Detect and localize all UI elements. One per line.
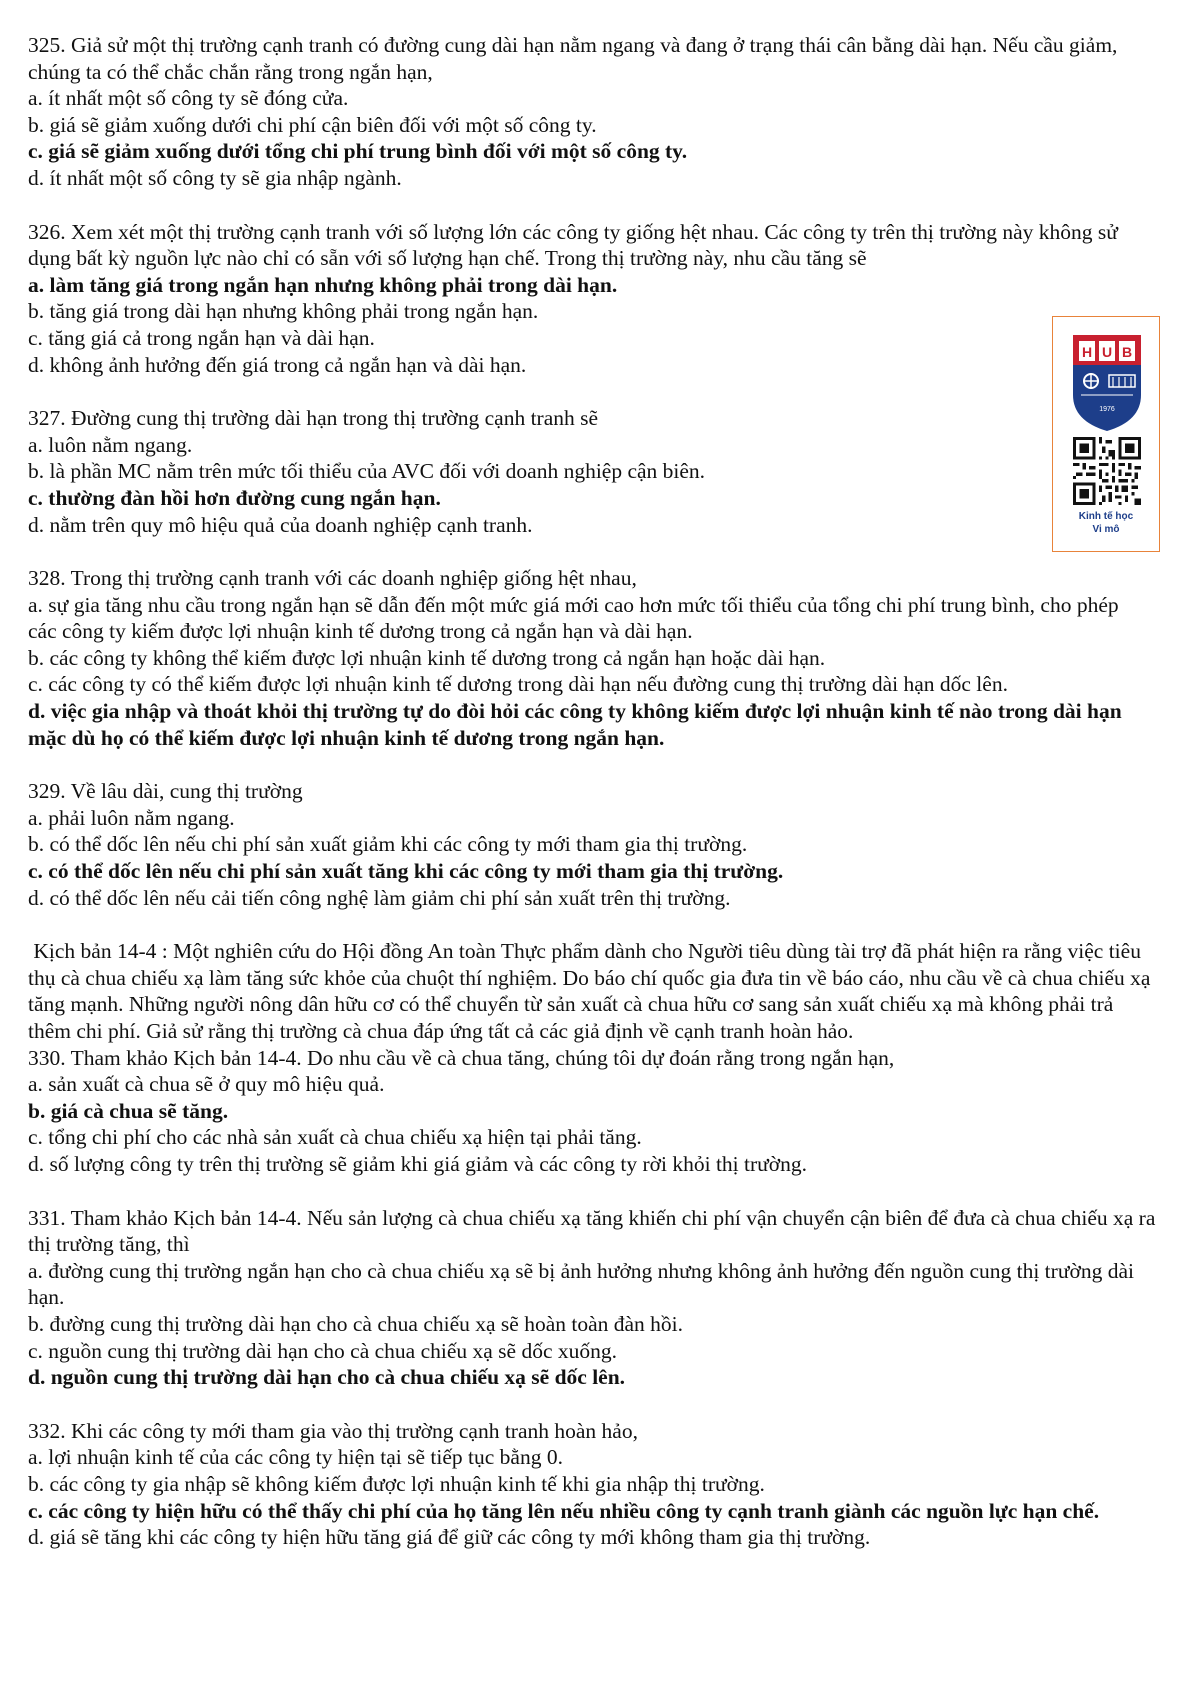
question-328-option-a: a. sự gia tăng nhu cầu trong ngắn hạn sẽ dẫn đến một mức giá mới cao hơn mức tối thiểu của tổng chi phí trung bình, cho phép các công ty kiếm được lợi nhuận kinh tế dương trong cả ngắn hạn và dài hạn. <box>28 592 1119 644</box>
question-328-stem: 328. Trong thị trường cạnh tranh với các doanh nghiệp giống hệt nhau, <box>28 566 637 591</box>
question-332-option-c-answer: c. các công ty hiện hữu có thể thấy chi phí của họ tăng lên nếu nhiều công ty cạnh tranh giành các nguồn lực hạn chế. <box>28 1498 1100 1523</box>
question-329-option-d: d. có thể dốc lên nếu cải tiến công nghệ làm giảm chi phí sản xuất trên thị trường. <box>28 885 731 910</box>
question-331-option-a: a. đường cung thị trường ngắn hạn cho cà chua chiếu xạ sẽ bị ảnh hưởng nhưng không ảnh hưởng đến nguồn cung thị trường dài hạn. <box>28 1258 1134 1310</box>
question-326-option-a-answer: a. làm tăng giá trong ngắn hạn nhưng không phải trong dài hạn. <box>28 272 618 297</box>
logo-letter-h: H <box>1081 344 1093 360</box>
question-329 <box>28 778 1178 911</box>
question-327-stem: 327. Đường cung thị trường dài hạn trong thị trường cạnh tranh sẽ <box>28 406 599 431</box>
question-325-option-c-answer: c. giá sẽ giảm xuống dưới tổng chi phí trung bình đối với một số công ty. <box>28 139 688 164</box>
question-331-stem: 331. Tham khảo Kịch bản 14-4. Nếu sản lượng cà chua chiếu xạ tăng khiến chi phí vận chuyển cận biên để đưa cà chua chiếu xạ ra thị trường tăng, thì <box>28 1205 1156 1257</box>
logo-letter-u: U <box>1101 344 1113 360</box>
question-330-option-c: c. tổng chi phí cho các nhà sản xuất cà chua chiếu xạ hiện tại phải tăng. <box>28 1125 642 1150</box>
question-327-option-c-answer: c. thường đàn hồi hơn đường cung ngắn hạn. <box>28 485 441 510</box>
question-330-option-d: d. số lượng công ty trên thị trường sẽ giảm khi giá giảm và các công ty rời khỏi thị trường. <box>28 1151 808 1176</box>
question-328-option-b: b. các công ty không thể kiếm được lợi nhuận kinh tế dương trong cả ngắn hạn hoặc dài hạn. <box>28 645 826 670</box>
question-326-option-c: c. tăng giá cả trong ngắn hạn và dài hạn. <box>28 325 375 350</box>
question-328 <box>28 565 1178 751</box>
qr-code-icon <box>1073 437 1141 505</box>
question-329-option-c-answer: c. có thể dốc lên nếu chi phí sản xuất tăng khi các công ty mới tham gia thị trường. <box>28 859 784 884</box>
question-328-option-d-answer: d. việc gia nhập và thoát khỏi thị trường tự do đòi hỏi các công ty không kiếm được lợi nhuận kinh tế nào trong dài hạn mặc dù họ có thể kiếm được lợi nhuận kinh tế dương trong ngắn hạn. <box>28 699 1122 750</box>
badge-caption-line2: Vi mô <box>1092 524 1120 535</box>
hub-badge <box>1052 316 1160 552</box>
question-330-option-b-answer: b. giá cà chua sẽ tăng. <box>28 1098 229 1123</box>
question-326-option-d: d. không ảnh hưởng đến giá trong cả ngắn hạn và dài hạn. <box>28 352 527 377</box>
question-331-option-d-answer: d. nguồn cung thị trường dài hạn cho cà chua chiếu xạ sẽ dốc lên. <box>28 1365 626 1390</box>
question-325-option-a: a. ít nhất một số công ty sẽ đóng cửa. <box>28 86 349 111</box>
question-325 <box>28 32 1178 192</box>
question-331-option-b: b. đường cung thị trường dài hạn cho cà chua chiếu xạ sẽ hoàn toàn đàn hồi. <box>28 1311 684 1336</box>
badge-caption-line1: Kinh tế học <box>1078 511 1134 522</box>
question-328-option-c: c. các công ty có thể kiếm được lợi nhuận kinh tế dương trong dài hạn nếu đường cung thị trường dài hạn dốc lên. <box>28 672 1008 697</box>
question-327 <box>28 405 1178 538</box>
question-329-stem: 329. Về lâu dài, cung thị trường <box>28 779 303 804</box>
question-326 <box>28 219 1178 379</box>
question-327-option-b: b. là phần MC nằm trên mức tối thiểu của AVC đối với doanh nghiệp cận biên. <box>28 459 706 484</box>
question-325-stem: 325. Giả sử một thị trường cạnh tranh có đường cung dài hạn nằm ngang và đang ở trạng thái cân bằng dài hạn. Nếu cầu giảm, chúng ta có thể chắc chắn rằng trong ngắn hạn, <box>28 33 1118 84</box>
question-332-stem: 332. Khi các công ty mới tham gia vào thị trường cạnh tranh hoàn hảo, <box>28 1418 638 1443</box>
question-327-option-a: a. luôn nằm ngang. <box>28 432 193 457</box>
scenario-14-4-text: Kịch bản 14-4 : Một nghiên cứu do Hội đồng An toàn Thực phẩm dành cho Người tiêu dùng tài trợ đã phát hiện ra rằng việc tiêu thụ cà chua chiếu xạ làm tăng sức khỏe của chuột thí nghiệm. Do báo chí quốc gia đưa tin về báo cáo, nhu cầu về cà chua chiếu xạ tăng mạnh. Những người nông dân hữu cơ có thể chuyển từ sản xuất cà chua hữu cơ sang sản xuất chiếu xạ mà không phải trả thêm chi phí. Giả sử rằng thị trường cà chua đáp ứng tất cả các giả định về cạnh tranh hoàn hảo. <box>28 939 1156 1043</box>
question-331-option-c: c. nguồn cung thị trường dài hạn cho cà chua chiếu xạ sẽ dốc xuống. <box>28 1338 618 1363</box>
question-330-stem: 330. Tham khảo Kịch bản 14-4. Do nhu cầu về cà chua tăng, chúng tôi dự đoán rằng trong ngắn hạn, <box>28 1045 895 1070</box>
logo-letter-b: B <box>1121 344 1133 360</box>
question-332-option-d: d. giá sẽ tăng khi các công ty hiện hữu tăng giá để giữ các công ty mới không tham gia thị trường. <box>28 1525 871 1550</box>
question-329-option-b: b. có thể dốc lên nếu chi phí sản xuất giảm khi các công ty mới tham gia thị trường. <box>28 832 748 857</box>
question-326-option-b: b. tăng giá trong dài hạn nhưng không phải trong ngắn hạn. <box>28 299 539 324</box>
question-332-option-b: b. các công ty gia nhập sẽ không kiếm được lợi nhuận kinh tế khi gia nhập thị trường. <box>28 1471 765 1496</box>
question-329-option-a: a. phải luôn nằm ngang. <box>28 805 235 830</box>
question-327-option-d: d. nằm trên quy mô hiệu quả của doanh nghiệp cạnh tranh. <box>28 512 533 537</box>
question-325-option-b: b. giá sẽ giảm xuống dưới chi phí cận biên đối với một số công ty. <box>28 112 597 137</box>
hub-logo-shield-icon <box>1071 333 1143 433</box>
question-330 <box>28 938 1178 1177</box>
question-331 <box>28 1205 1178 1391</box>
document-body <box>28 32 1178 1551</box>
question-330-option-a: a. sản xuất cà chua sẽ ở quy mô hiệu quả. <box>28 1072 385 1097</box>
question-326-stem: 326. Xem xét một thị trường cạnh tranh với số lượng lớn các công ty giống hệt nhau. Các công ty trên thị trường này không sử dụng bất kỳ nguồn lực nào chỉ có sẵn với số lượng hạn chế. Trong thị trường này, nhu cầu tăng sẽ <box>28 219 1118 271</box>
logo-year: 1976 <box>1099 406 1115 413</box>
question-325-option-d: d. ít nhất một số công ty sẽ gia nhập ngành. <box>28 165 402 190</box>
question-332 <box>28 1418 1178 1551</box>
question-332-option-a: a. lợi nhuận kinh tế của các công ty hiện tại sẽ tiếp tục bằng 0. <box>28 1445 563 1470</box>
